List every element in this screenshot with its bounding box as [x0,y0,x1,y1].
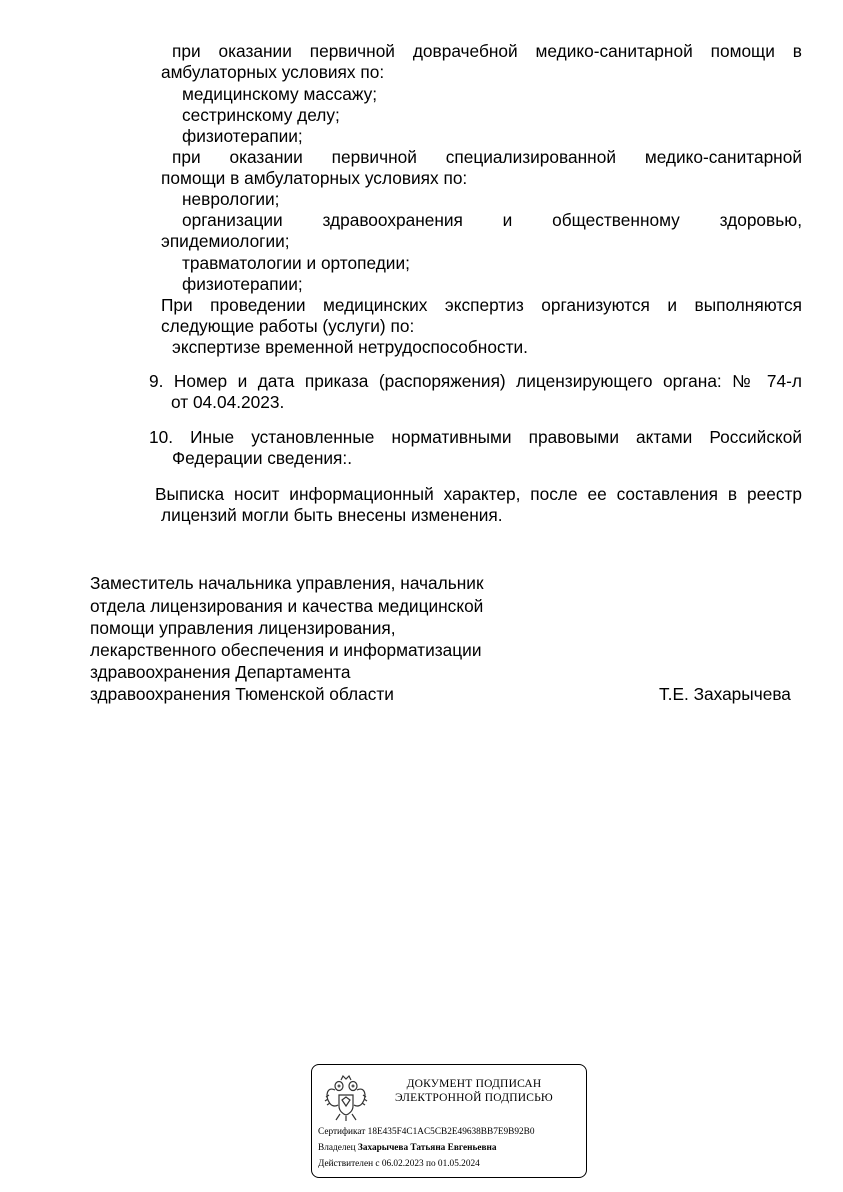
stamp-owner-value: Захарычева Татьяна Евгеньевна [357,1143,497,1153]
item10-line2: Федерации сведения:. [172,448,353,468]
specialized-item-traumatology: травматологии и ортопедии; [182,253,410,273]
item9-line2: от 04.04.2023. [171,392,285,412]
stamp-certificate-label: Сертификат [318,1127,366,1137]
item9-line1: 9. Номер и дата приказа (распоряжения) лицензирующего органа: № 74-л [149,371,802,391]
prehospital-item-massage: медицинскому массажу; [182,84,378,104]
coat-of-arms-icon [323,1073,369,1123]
item10-line1: 10. Иные установленные нормативными правовыми актами Российской [149,427,802,447]
specialized-item-physiotherapy: физиотерапии; [182,274,303,294]
stamp-certificate-value: 18E435F4C1AC5CB2E49638BB7E9B92B0 [367,1127,535,1137]
stamp-owner-label: Владелец [318,1143,356,1153]
signatory-position-line6: здравоохранения Тюменской области [90,684,394,704]
signatory-name: Т.Е. Захарычева [659,684,791,704]
prehospital-item-physiotherapy: физиотерапии; [182,126,303,146]
intro-specialized-line2: помощи в амбулаторных условиях по: [161,168,468,188]
notice-line2: лицензий могли быть внесены изменения. [161,505,503,525]
stamp-title-line2: ЭЛЕКТРОННОЙ ПОДПИСЬЮ [395,1092,553,1104]
signatory-position-line3: помощи управления лицензирования, [90,618,396,638]
prehospital-item-nursing: сестринскому делу; [182,105,340,125]
specialized-item-public-health-line1: организации здравоохранения и общественному здоровью, [182,210,802,230]
electronic-signature-stamp [311,1064,587,1178]
stamp-owner [318,1142,497,1154]
intro-primary-prehospital-line1: при оказании первичной доврачебной медико-санитарной помощи в [172,41,802,61]
signatory-position-line2: отдела лицензирования и качества медицинской [90,596,484,616]
intro-specialized-line1: при оказании первичной специализированной медико-санитарной [172,147,802,167]
specialized-item-neurology: неврологии; [182,189,280,209]
stamp-title-line1: ДОКУМЕНТ ПОДПИСАН [406,1078,542,1090]
intro-primary-prehospital-line2: амбулаторных условиях по: [161,62,385,82]
signatory-position-line1: Заместитель начальника управления, начальник [90,573,484,593]
stamp-certificate [318,1126,535,1138]
expertise-item: экспертизе временной нетрудоспособности. [172,337,528,357]
specialized-item-public-health-line2: эпидемиологии; [161,231,290,251]
expertise-intro-line2: следующие работы (услуги) по: [161,316,415,336]
notice-line1: Выписка носит информационный характер, после ее составления в реестр [155,484,802,504]
signatory-position-line5: здравоохранения Департамента [90,662,351,682]
signatory-position-line4: лекарственного обеспечения и информатизации [90,640,482,660]
stamp-validity: Действителен с 06.02.2023 по 01.05.2024 [318,1159,480,1169]
expertise-intro-line1: При проведении медицинских экспертиз организуются и выполняются [161,295,802,315]
